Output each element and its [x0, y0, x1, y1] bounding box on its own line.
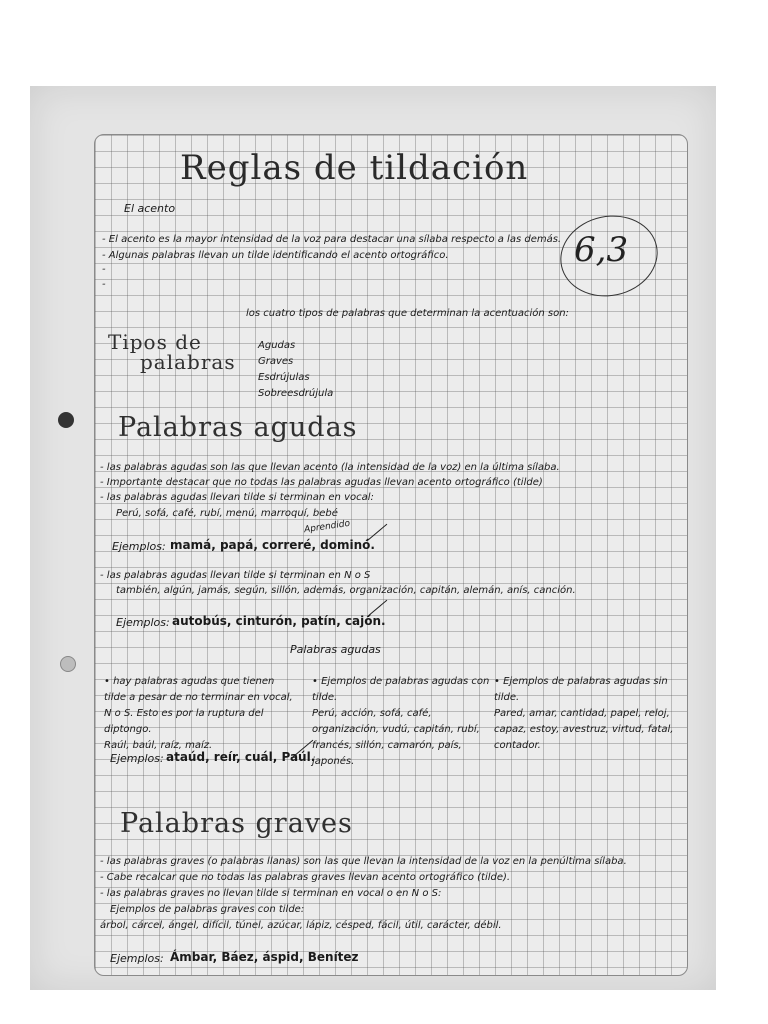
- column-1-text: • hay palabras agudas que tienen tilde a pesar de no terminar en vocal, N o S. Esto es por la ruptura del diptongo.: [104, 676, 293, 735]
- graves-line-2: - Cabe recalcar que no todas las palabras graves llevan acento ortográfico (tilde).: [100, 872, 511, 883]
- tipo-item: Esdrújulas: [258, 372, 310, 383]
- intro-line-2: - Algunas palabras llevan un tilde identificando el acento ortográfico.: [102, 250, 449, 261]
- column-2-title: • Ejemplos de palabras agudas con tilde.: [312, 676, 490, 703]
- agudas-subheading: Palabras agudas: [290, 643, 381, 656]
- graves-line-1: - las palabras graves (o palabras llanas) son las que llevan la intensidad de la voz en la penúltima sílaba.: [100, 856, 627, 867]
- agudas-column-2: [312, 674, 492, 770]
- column-3-text: Pared, amar, cantidad, papel, reloj, capaz, estoy, avestruz, virtud, fatal, contador.: [494, 708, 674, 751]
- agudas-nos-line: - las palabras agudas llevan tilde si terminan en N o S: [100, 570, 371, 581]
- tipos-heading-2: palabras: [140, 350, 236, 374]
- intro-line-4: -: [102, 279, 106, 290]
- tipo-item: Graves: [258, 356, 294, 367]
- binder-hole-bottom: [60, 656, 76, 672]
- intro-line-1: - El acento es la mayor intensidad de la voz para destacar una sílaba respecto a las demás.: [102, 234, 562, 245]
- col1-ejemplos: ataúd, reír, cuál, Paúl.: [166, 750, 316, 764]
- column-1-examples: Raúl, baúl, raíz, maíz.: [104, 740, 213, 751]
- graves-con-tilde-title: Ejemplos de palabras graves con tilde:: [110, 904, 305, 915]
- ejemplos-label: Ejemplos:: [110, 952, 164, 965]
- graves-line-3: - las palabras graves no llevan tilde si terminan en vocal o en N o S:: [100, 888, 442, 899]
- column-2-text: Perú, acción, sofá, café, organización, vudú, capitán, rubí, francés, sillón, camarón, país, japonés.: [312, 708, 480, 767]
- intro-heading: El acento: [124, 202, 176, 215]
- agudas-ejemplos-1: mamá, papá, correré, dominó.: [170, 538, 375, 552]
- agudas-heading: Palabras agudas: [118, 412, 358, 443]
- ejemplos-label: Ejemplos:: [110, 752, 164, 765]
- tipos-heading-1: Tipos de: [108, 330, 202, 354]
- teacher-note: Aprendido: [303, 518, 351, 536]
- agudas-line-2: - Importante destacar que no todas las palabras agudas llevan acento ortográfico (tilde): [100, 477, 543, 488]
- agudas-ejemplos-2: autobús, cinturón, patín, cajón.: [172, 614, 386, 628]
- agudas-line-3: - las palabras agudas llevan tilde si terminan en vocal:: [100, 492, 374, 503]
- agudas-nos-examples: también, algún, jamás, según, sillón, además, organización, capitán, alemán, anís, canción.: [116, 585, 576, 596]
- column-3-title: • Ejemplos de palabras agudas sin tilde.: [494, 676, 668, 703]
- graves-ejemplos: Ámbar, Báez, áspid, Benítez: [170, 950, 359, 964]
- agudas-vocal-examples: Perú, sofá, café, rubí, menú, marroquí, bebé: [116, 508, 338, 519]
- agudas-column-3: [494, 674, 674, 754]
- tipo-item: Agudas: [258, 340, 296, 351]
- intro-line-3: -: [102, 264, 106, 275]
- binder-hole-top: [58, 412, 74, 428]
- agudas-column-1: [104, 674, 294, 754]
- agudas-line-1: - las palabras agudas son las que llevan acento (la intensidad de la voz) en la última sílaba.: [100, 462, 560, 473]
- ejemplos-label: Ejemplos:: [116, 616, 170, 629]
- page-title: Reglas de tildación: [180, 148, 529, 188]
- tipo-item: Sobreesdrújula: [258, 388, 334, 399]
- ejemplos-label: Ejemplos:: [112, 540, 166, 553]
- types-intro: los cuatro tipos de palabras que determinan la acentuación son:: [246, 308, 569, 319]
- graves-con-tilde: árbol, cárcel, ángel, difícil, túnel, azúcar, lápiz, césped, fácil, útil, carácter, débil.: [100, 920, 502, 931]
- graves-heading: Palabras graves: [120, 808, 353, 839]
- grade-mark: 6,3: [574, 230, 629, 270]
